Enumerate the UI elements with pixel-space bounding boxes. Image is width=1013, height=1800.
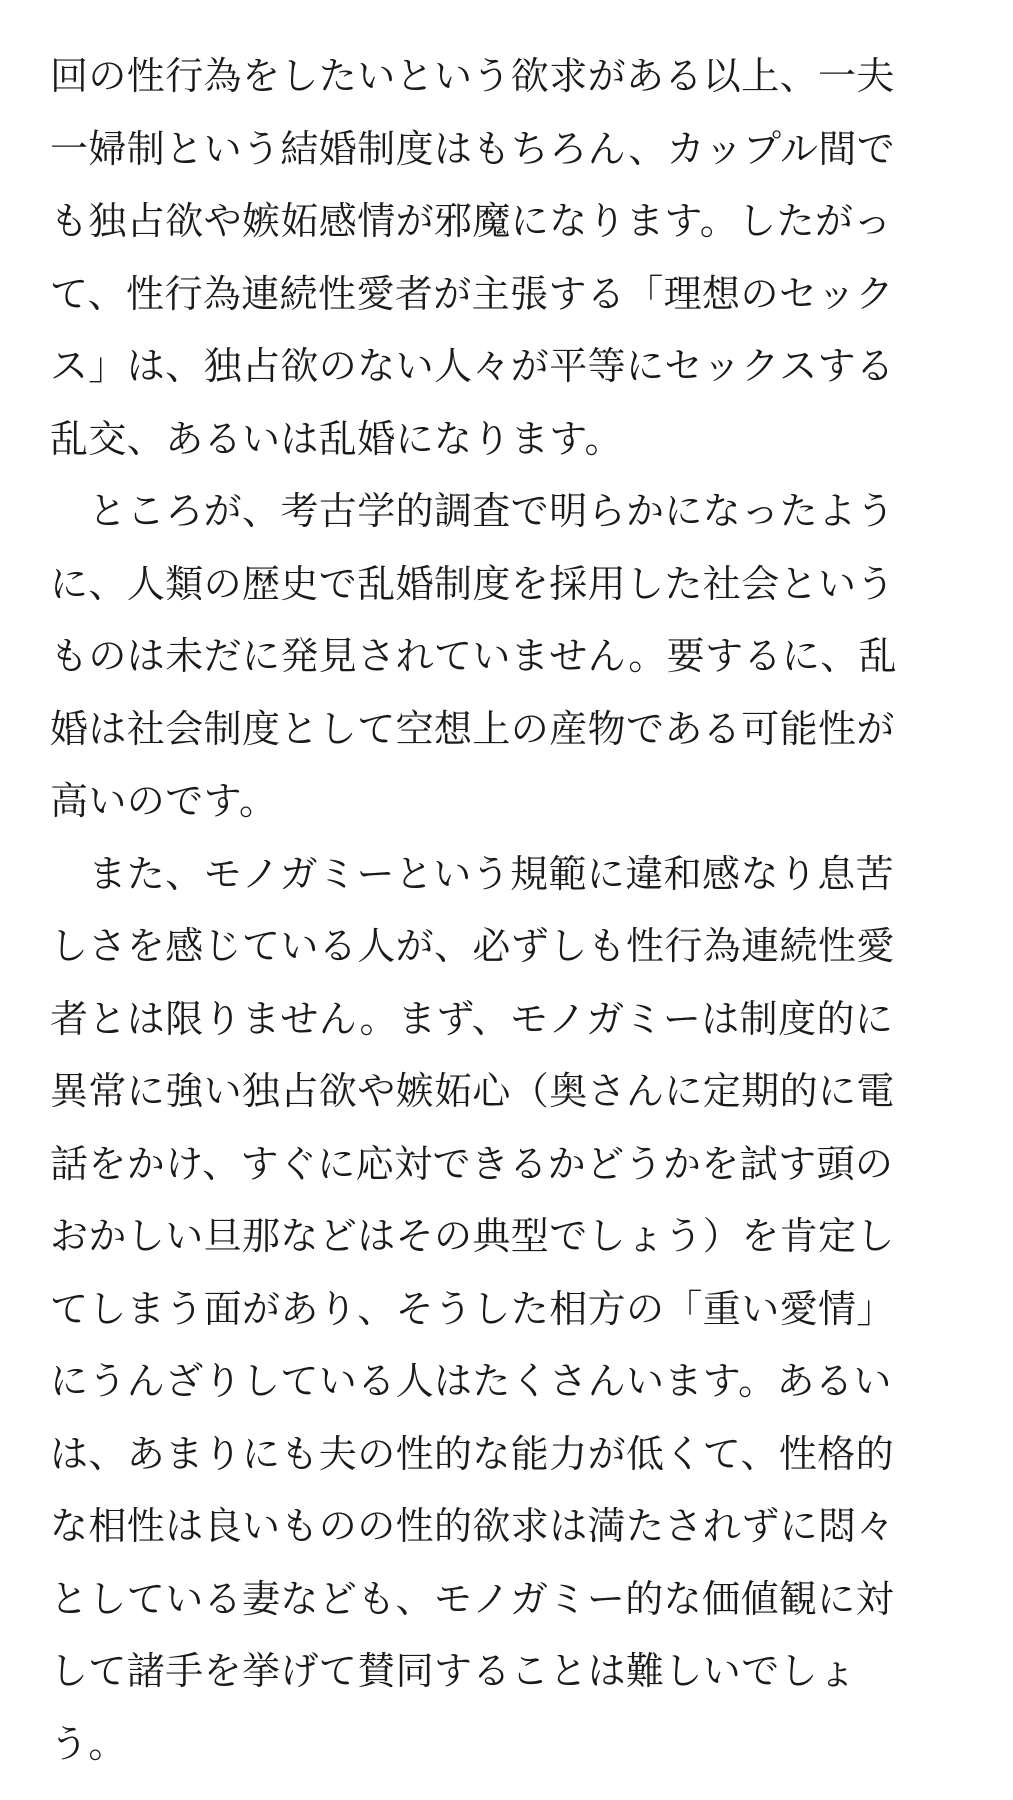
text-line: ものは未だに発見されていません。要するに、乱 <box>50 634 898 678</box>
text-line: ところが、考古学的調査で明らかになったよう <box>50 489 895 533</box>
text-line: も独占欲や嫉妬感情が邪魔になります。したがっ <box>50 199 892 243</box>
text-line: にうんざりしている人はたくさんいます。あるい <box>50 1359 892 1403</box>
text-line: おかしい旦那などはその典型でしょう）を肯定し <box>50 1214 895 1258</box>
text-line: 回の性行為をしたいという欲求がある以上、一夫 <box>50 54 895 98</box>
text-line: 婚は社会制度として空想上の産物である可能性が <box>50 706 895 751</box>
text-line: に、人類の歴史で乱婚制度を採用した社会という <box>50 561 895 606</box>
text-line: 乱交、あるいは乱婚になります。 <box>50 416 623 461</box>
text-line: 異常に強い独占欲や嫉妬心（奥さんに定期的に電 <box>50 1069 895 1113</box>
text-line: てしまう面があり、そうした相方の「重い愛情」 <box>50 1286 895 1331</box>
text-line: 者とは限りません。まず、モノガミーは制度的に <box>50 996 894 1041</box>
text-line: て、性行為連続性愛者が主張する「理想のセック <box>50 271 895 316</box>
text-line: としている妻なども、モノガミー的な価値観に対 <box>50 1576 895 1621</box>
text-line: 高いのです。 <box>50 779 278 823</box>
text-line: して諸手を挙げて賛同することは難しいでしょ <box>50 1649 857 1693</box>
text-line: 話をかけ、すぐに応対できるかどうかを試す頭の <box>50 1141 894 1186</box>
text-line: な相性は良いものの性的欲求は満たされずに悶々 <box>50 1504 895 1548</box>
text-line: は、あまりにも夫の性的な能力が低くて、性格的 <box>50 1431 895 1476</box>
text-line: 一婦制という結婚制度はもちろん、カップル間で <box>50 126 896 171</box>
text-line: しさを感じている人が、必ずしも性行為連続性愛 <box>50 924 895 968</box>
text-line: ス」は、独占欲のない人々が平等にセックスする <box>50 344 895 388</box>
text-line: また、モノガミーという規範に違和感なり息苦 <box>50 851 895 896</box>
text-line: う。 <box>50 1721 127 1766</box>
